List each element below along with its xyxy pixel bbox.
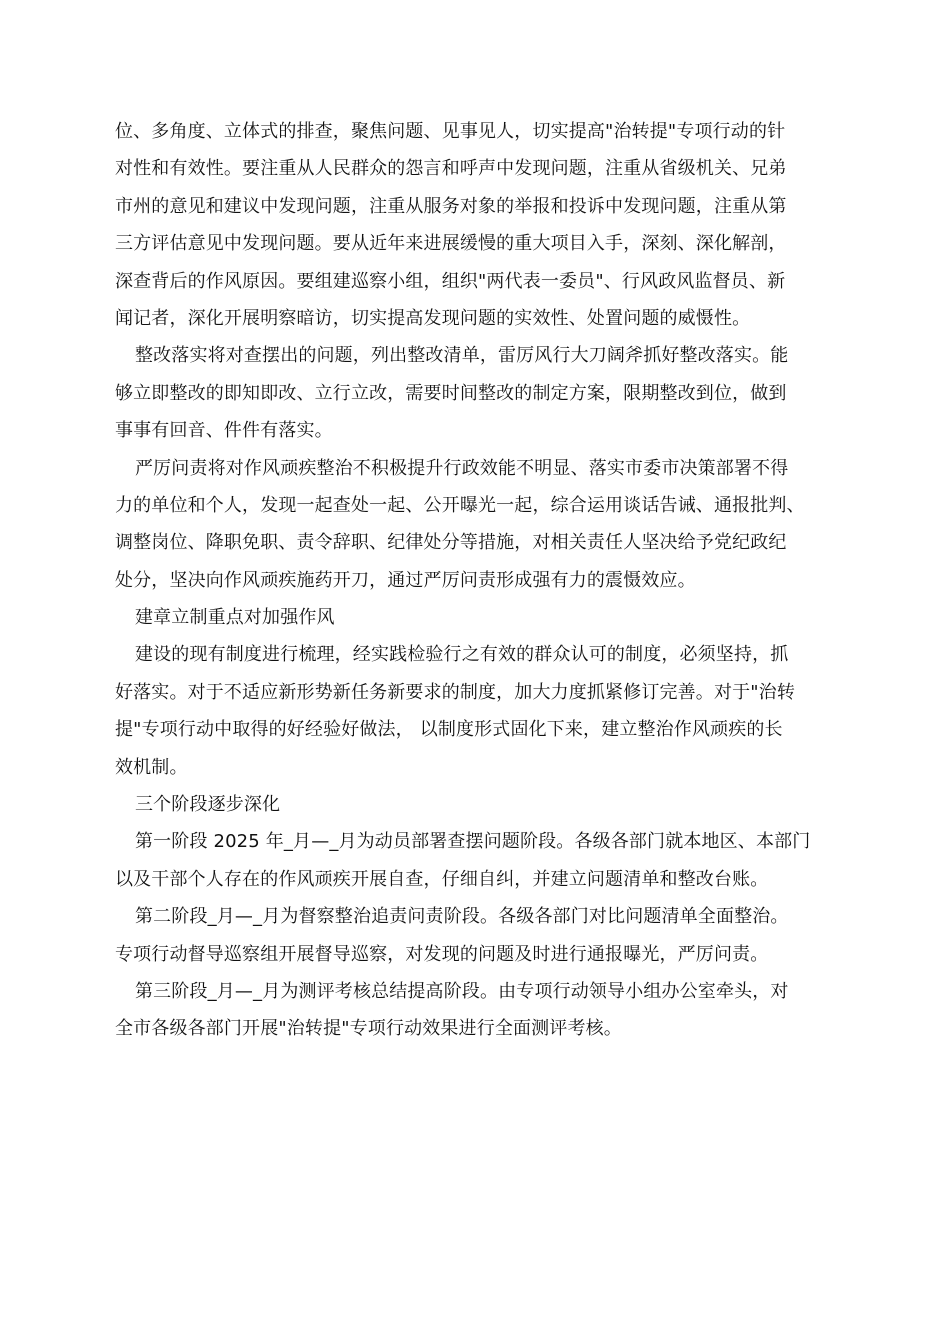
text-line: 力的单位和个人，发现一起查处一起、公开曝光一起，综合运用谈话告诫、通报批判、 — [115, 494, 805, 516]
text-line: 市州的意见和建议中发现问题，注重从服务对象的举报和投诉中发现问题，注重从第 — [115, 195, 787, 217]
text-line: 调整岗位、降职免职、责令辞职、纪律处分等措施，对相关责任人坚决给予党纪政纪 — [115, 532, 787, 554]
text-line: 好落实。对于不适应新形势新任务新要求的制度，加大力度抓紧修订完善。对于"治转 — [115, 681, 795, 703]
text-line: 全市各级各部门开展"治转提"专项行动效果进行全面测评考核。 — [115, 1018, 622, 1040]
text-line: 专项行动督导巡察组开展督导巡察，对发现的问题及时进行通报曝光，严厉问责。 — [115, 943, 769, 965]
text-line: 处分，坚决向作风顽疾施药开刀，通过严厉问责形成强有力的震慑效应。 — [115, 569, 696, 591]
text-line: 位、多角度、立体式的排查，聚焦问题、见事见人，切实提高"治转提"专项行动的针 — [115, 121, 786, 142]
text-line: 严厉问责将对作风顽疾整治不积极提升行政效能不明显、落实市委市决策部署不得 — [135, 457, 789, 479]
text-line: 对性和有效性。要注重从人民群众的怨言和呼声中发现问题，注重从省级机关、兄弟 — [115, 158, 787, 180]
text-line: 整改落实将对查摆出的问题，列出整改清单，雷厉风行大刀阔斧抓好整改落实。能 — [135, 345, 789, 367]
text-line: 第一阶段 2025 年_月—_月为动员部署查摆问题阶段。各级各部门就本地区、本部门 — [135, 831, 811, 853]
text-line: 深查背后的作风原因。要组建巡察小组，组织"两代表一委员"、行风政风监督员、新 — [115, 270, 786, 292]
text-line: 建设的现有制度进行梳理，经实践检验行之有效的群众认可的制度，必须坚持，抓 — [135, 644, 789, 666]
text-line: 以及干部个人存在的作风顽疾开展自查，仔细自纠，并建立问题清单和整改台账。 — [115, 868, 769, 890]
text-line: 建章立制重点对加强作风 — [135, 607, 335, 629]
text-line: 事事有回音、件件有落实。 — [115, 420, 333, 442]
text-line: 三个阶段逐步深化 — [135, 794, 281, 816]
text-line: 够立即整改的即知即改、立行立改，需要时间整改的制定方案，限期整改到位，做到 — [115, 382, 787, 404]
text-line: 提"专项行动中取得的好经验好做法， 以制度形式固化下来，建立整治作风顽疾的长 — [115, 719, 783, 741]
text-line: 闻记者，深化开展明察暗访，切实提高发现问题的实效性、处置问题的威慑性。 — [115, 307, 751, 329]
text-line: 效机制。 — [115, 756, 188, 778]
text-line: 第二阶段_月—_月为督察整治追责问责阶段。各级各部门对比问题清单全面整治。 — [135, 906, 789, 928]
text-line: 第三阶段_月—_月为测评考核总结提高阶段。由专项行动领导小组办公室牵头，对 — [135, 980, 789, 1002]
text-line: 三方评估意见中发现问题。要从近年来进展缓慢的重大项目入手，深刻、深化解剖， — [115, 233, 787, 255]
document-body — [115, 113, 840, 1048]
